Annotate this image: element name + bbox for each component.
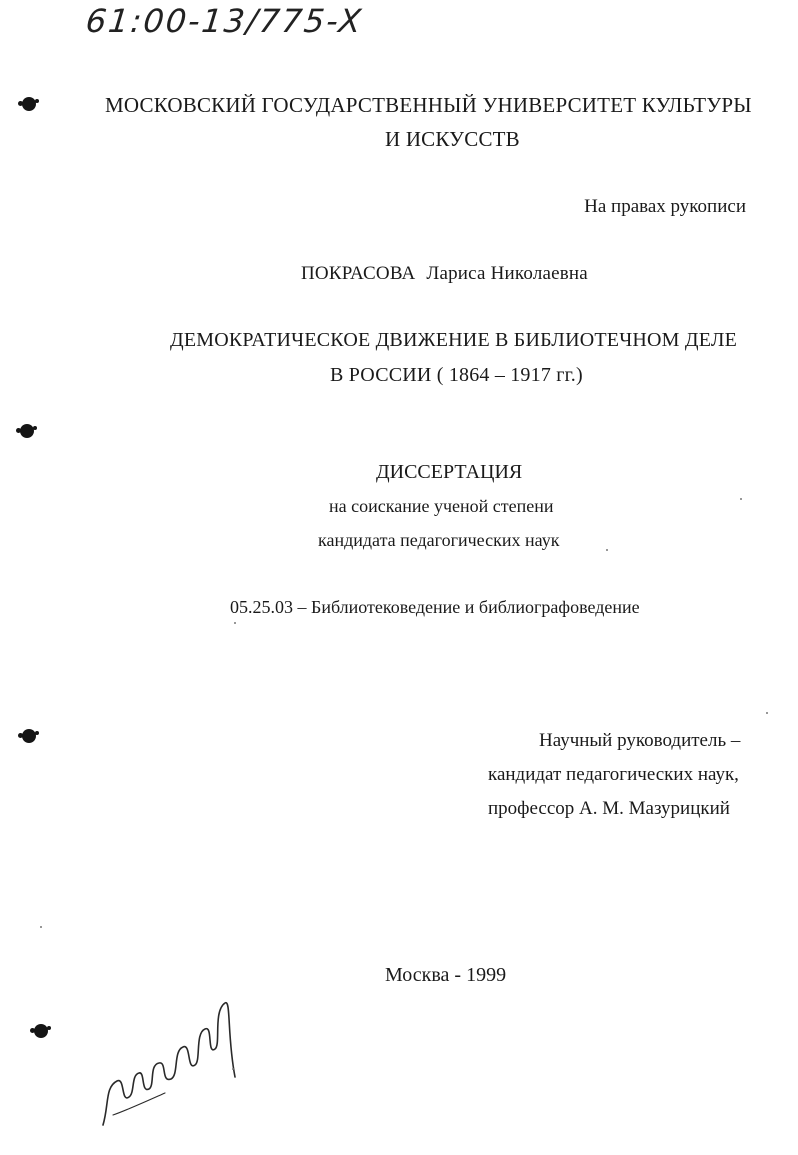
scan-speck [40,926,42,928]
punch-hole-mark [22,97,36,111]
degree-line2: кандидата педагогических наук [318,530,560,550]
dissertation-title-line1: ДЕМОКРАТИЧЕСКОЕ ДВИЖЕНИЕ В БИБЛИОТЕЧНОМ ДЕЛЕ [170,329,738,351]
scan-speck [766,712,768,714]
author-given-names: Лариса Николаевна [426,263,588,284]
handwritten-catalog-number: 61:00-13/775-X [84,2,365,40]
punch-hole-mark [34,1024,48,1038]
city-year: Москва - 1999 [385,964,507,986]
scan-speck [234,622,236,624]
dissertation-title-line2: В РОССИИ ( 1864 – 1917 гг.) [330,364,583,386]
handwritten-signature [95,985,245,1130]
author-name [301,263,588,285]
punch-hole-mark [20,424,34,438]
supervisor-line3: профессор А. М. Мазурицкий [488,798,730,819]
author-surname: ПОКРАСОВА [301,263,416,284]
dissertation-label: ДИССЕРТАЦИЯ [376,461,523,483]
specialty-code: 05.25.03 – Библиотековедение и библиографоведение [230,597,640,617]
supervisor-line2: кандидат педагогических наук, [488,764,739,785]
scan-speck [232,1068,234,1070]
scan-speck [740,498,742,500]
manuscript-rights-note: На правах рукописи [584,196,746,217]
university-name-line2: И ИСКУССТВ [385,127,520,151]
punch-hole-mark [22,729,36,743]
university-name-line1: МОСКОВСКИЙ ГОСУДАРСТВЕННЫЙ УНИВЕРСИТЕТ КУЛЬТУРЫ [105,93,752,117]
scan-speck [606,549,608,551]
degree-line1: на соискание ученой степени [329,496,554,516]
supervisor-line1: Научный руководитель – [539,730,741,751]
